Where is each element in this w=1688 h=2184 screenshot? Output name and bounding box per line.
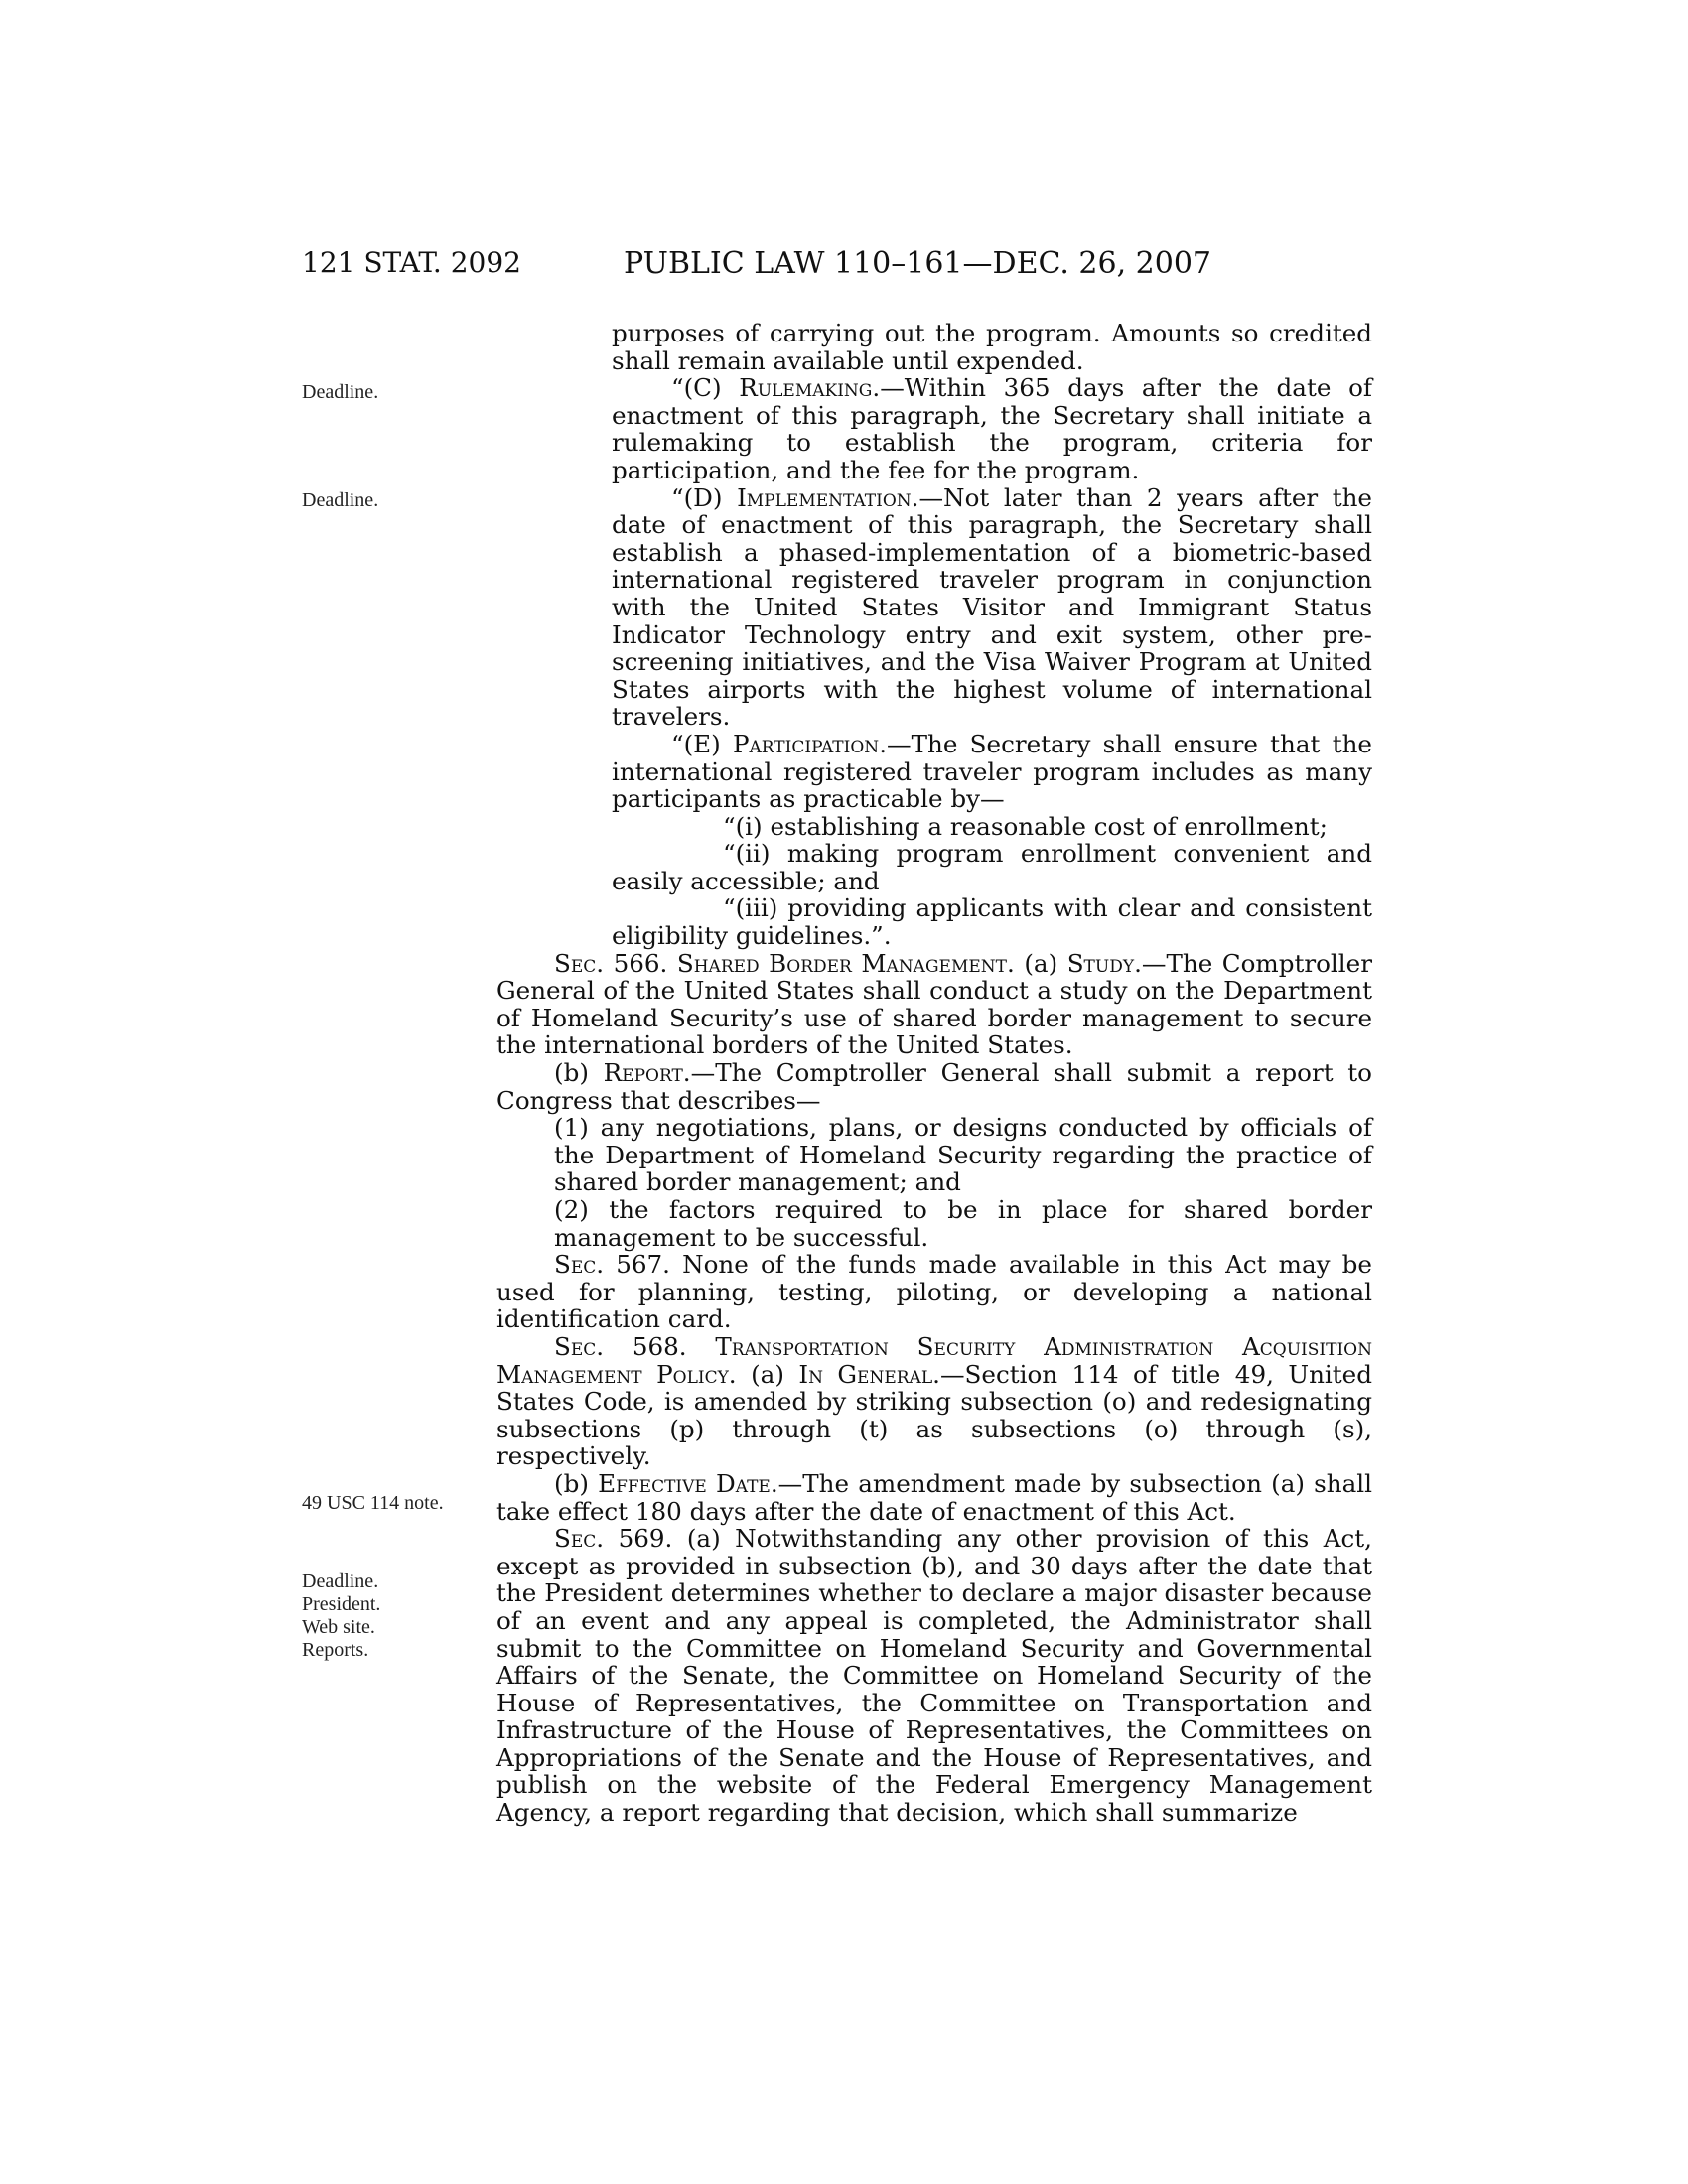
margin-note-line: Reports. — [302, 1639, 369, 1661]
paragraph-heading: Implementation — [737, 482, 912, 512]
paragraph-participation — [612, 731, 1372, 813]
section-heading: Sec. 566. Shared Border Management. — [554, 948, 1015, 978]
margin-note-line: Deadline. — [302, 381, 379, 403]
section-heading: Sec. 569. — [554, 1524, 673, 1554]
section-text: (b) — [554, 1468, 599, 1498]
section-text: .—The Comptroller General of the United States shall conduct a study on the Department of Homeland Security’s use of shared border management to secure the international borders of the United States. — [496, 948, 1372, 1060]
running-title: PUBLIC LAW 110–161—DEC. 26, 2007 — [624, 246, 1212, 281]
paragraph-implementation — [612, 484, 1372, 731]
section-text: None of the funds made available in this Act may be used for planning, testing, piloting, or developing a national identification card. — [496, 1250, 1372, 1334]
page-header — [302, 246, 1374, 286]
paragraph-text: .—Not later than 2 years after the date of enactment of this paragraph, the Secretary shall establish a phased-implementation of a biometric-based international registered traveler program in conjunction with the United States Visitor and Immigrant Status Indicator Technology entry and exit system, other pre-screening initiatives, and the Visa Waiver Program at United States airports with the highest volume of international travelers. — [612, 482, 1372, 732]
paragraph-label: “(C) — [671, 373, 740, 403]
paragraph-text: .—The Secretary shall ensure that the international registered traveler program includes as many participants as practicable by— — [612, 729, 1372, 814]
paragraph-rulemaking — [612, 374, 1372, 483]
section-heading: Sec. 567. — [554, 1250, 670, 1280]
item-text: (2) the factors required to be in place for shared border management to be successful. — [554, 1195, 1372, 1252]
section-text: (a) — [1014, 948, 1067, 978]
subsection-heading: Report — [603, 1058, 683, 1088]
subsection-heading: Study — [1066, 948, 1135, 978]
paragraph-heading: Rulemaking — [739, 373, 873, 403]
section-566-b — [496, 1059, 1372, 1114]
paragraph-heading: Participation — [732, 729, 880, 758]
margin-note-line: Deadline. — [302, 1570, 379, 1592]
margin-note-line: Web site. — [302, 1616, 375, 1638]
section-text: (b) — [554, 1058, 604, 1088]
section-text: .—The amendment made by subsection (a) shall take effect 180 days after the date of enactment of this Act. — [496, 1468, 1372, 1526]
clause-i: “(i) establishing a reasonable cost of enrollment; — [723, 811, 1328, 841]
statute-page-number: 121 STAT. 2092 — [302, 246, 521, 279]
margin-note-deadline-2 — [302, 489, 378, 512]
margin-note-usc — [302, 1492, 444, 1515]
main-text — [496, 320, 1372, 1827]
section-567 — [496, 1251, 1372, 1333]
section-568 — [496, 1333, 1372, 1470]
clause-iii: “(iii) providing applicants with clear and consistent eligibility guidelines.”. — [612, 893, 1372, 951]
item-2 — [554, 1196, 1372, 1251]
section-566 — [496, 950, 1372, 1059]
section-heading: Sec. 568. Transportation Security Administration Acquisition Management Policy. — [496, 1331, 1372, 1389]
section-text: (a) Notwithstanding any other provision of this Act, except as provided in subsection (b), and 30 days after the date that the President determines whether to declare a major disaster because of an event and any appeal is completed, the Administrator shall submit to the Committee on Homeland Security and Governmental Affairs of the Senate, the Committee on Homeland Security of the House of Representatives, the Committee on Transportation and Infrastructure of the House of Representatives, the Committees on Appropriations of the Senate and the House of Representatives, and publish on the website of the Federal Emergency Management Agency, a report regarding that decision, which shall summarize — [496, 1524, 1372, 1828]
section-569 — [496, 1525, 1372, 1827]
item-text: (1) any negotiations, plans, or designs conducted by officials of the Department of Homeland Security regarding the practice of shared border management; and — [554, 1113, 1372, 1197]
section-568-b — [496, 1470, 1372, 1525]
margin-note-group — [302, 1570, 380, 1662]
subsection-heading: In General — [798, 1359, 933, 1389]
paragraph-label: “(D) — [671, 482, 738, 512]
margin-note-line: Deadline. — [302, 489, 379, 511]
section-text: .—Section 114 of title 49, United States Code, is amended by striking subsection (o) and redesignating subsections (p) through (t) as subsections (o) through (s), respectively. — [496, 1359, 1372, 1471]
paragraph-continuation: purposes of carrying out the program. Amounts so credited shall remain available until expended. — [612, 319, 1372, 375]
subsection-heading: Effective Date — [598, 1468, 771, 1498]
item-1 — [554, 1114, 1372, 1196]
section-text: .—The Comptroller General shall submit a report to Congress that describes— — [496, 1058, 1372, 1115]
paragraph-label: “(E) — [671, 729, 733, 758]
margin-note-deadline-1 — [302, 381, 378, 404]
paragraph-text: .—Within 365 days after the date of enactment of this paragraph, the Secretary shall initiate a rulemaking to establish the program, criteria for participation, and the fee for the program. — [612, 373, 1372, 484]
clause-ii: “(ii) making program enrollment convenient and easily accessible; and — [612, 839, 1372, 895]
margin-note-line: President. — [302, 1593, 381, 1615]
section-text: (a) — [736, 1359, 799, 1389]
margin-note-line: 49 USC 114 note. — [302, 1492, 444, 1514]
